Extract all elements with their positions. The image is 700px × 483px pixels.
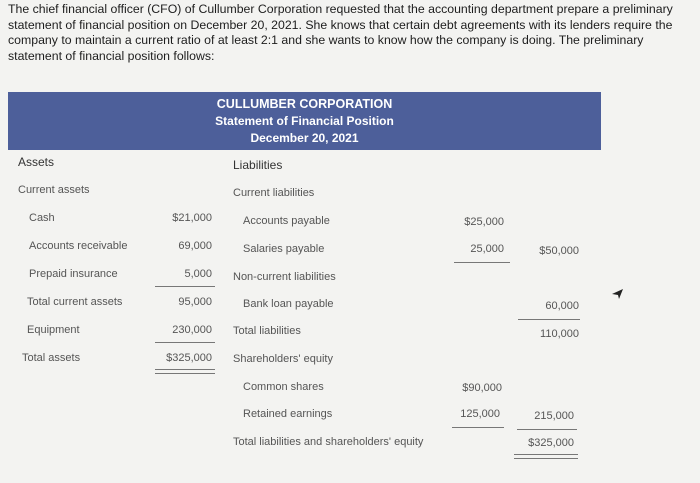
liabilities-heading: Liabilities <box>233 158 283 172</box>
statement-date: December 20, 2021 <box>250 131 359 145</box>
accounts-receivable-value: 69,000 <box>178 240 212 252</box>
total-liabilities-value: 110,000 <box>540 328 579 340</box>
assets-heading: Assets <box>18 155 55 169</box>
current-assets-heading: Current assets <box>18 184 90 196</box>
total-rule <box>155 342 215 343</box>
accounts-payable-label: Accounts payable <box>243 215 330 227</box>
equity-subtotal-rule <box>452 427 504 428</box>
total-assets-double-rule <box>155 369 215 374</box>
equipment-value: 230,000 <box>172 324 212 336</box>
noncurrent-liabilities-heading: Non-current liabilities <box>233 271 336 283</box>
liabilities-subtotal-rule <box>454 262 510 263</box>
statement-title: Statement of Financial Position <box>215 114 394 128</box>
liabilities-total-rule <box>518 319 580 320</box>
total-current-liabilities-value: $50,000 <box>539 245 579 257</box>
accounts-payable-value: $25,000 <box>464 216 504 228</box>
common-shares-value: $90,000 <box>462 382 502 394</box>
prepaid-insurance-value: 5,000 <box>184 268 212 280</box>
total-current-assets-value: 95,000 <box>178 296 212 308</box>
equity-total-rule <box>517 429 577 430</box>
cash-label: Cash <box>29 212 55 224</box>
total-liabilities-equity-value: $325,000 <box>528 437 574 449</box>
mouse-cursor-icon <box>612 288 624 300</box>
common-shares-label: Common shares <box>243 381 324 393</box>
statement-header <box>8 92 601 150</box>
current-liabilities-heading: Current liabilities <box>233 187 315 199</box>
equity-heading: Shareholders' equity <box>233 353 333 365</box>
equipment-label: Equipment <box>27 324 80 336</box>
subtotal-rule <box>155 286 215 287</box>
accounts-receivable-label: Accounts receivable <box>29 240 128 252</box>
total-assets-label: Total assets <box>22 352 81 364</box>
salaries-payable-value: 25,000 <box>470 243 504 255</box>
total-assets-value: $325,000 <box>166 352 212 364</box>
total-liabilities-equity-label: Total liabilities and shareholders' equity <box>233 436 424 448</box>
total-liabilities-label: Total liabilities <box>233 325 301 337</box>
company-name: CULLUMBER CORPORATION <box>216 97 393 111</box>
prepaid-insurance-label: Prepaid insurance <box>29 268 118 280</box>
retained-earnings-value: 125,000 <box>460 408 500 420</box>
salaries-payable-label: Salaries payable <box>243 243 325 255</box>
bank-loan-label: Bank loan payable <box>243 298 334 310</box>
retained-earnings-label: Retained earnings <box>243 408 333 420</box>
problem-intro: The chief financial officer (CFO) of Cullumber Corporation requested that the accounting department prepare a preliminary statement of financial position on December 20, 2021. She knows that certain debt agreements with its lenders require the company to maintain a current ratio of at least 2:1 and she wants to know how the company is doing. The preliminary statement of financial position follows: <box>8 2 673 63</box>
total-liabilities-equity-double-rule <box>514 454 578 459</box>
total-current-assets-label: Total current assets <box>27 296 123 308</box>
bank-loan-value: 60,000 <box>545 300 579 312</box>
total-equity-value: 215,000 <box>534 410 574 422</box>
cash-value: $21,000 <box>172 212 212 224</box>
